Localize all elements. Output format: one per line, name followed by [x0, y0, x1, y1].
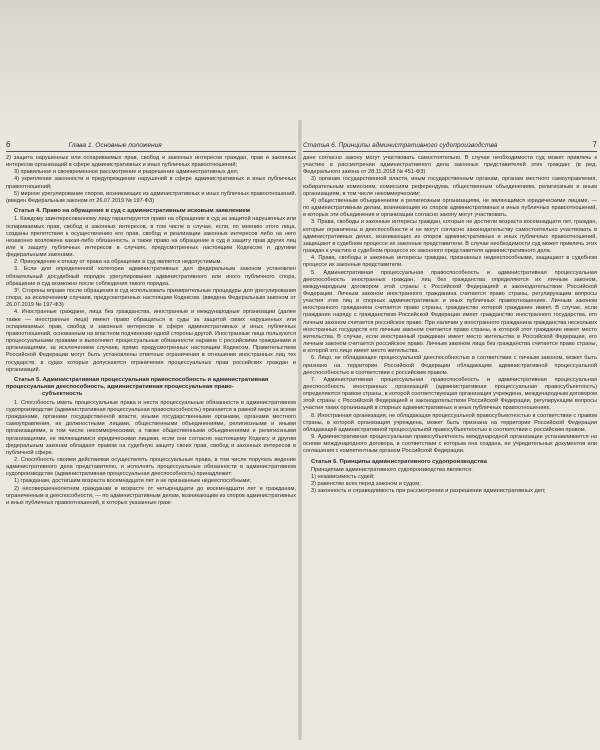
article-heading-text: Статья 5. Административная процессуальная правоспособность и административная процессуальная дееспособность, административная процессуальная право-: [6, 376, 269, 391]
article-heading: [6, 377, 296, 399]
paragraph: 2) равенство всех перед законом и судом;: [311, 481, 421, 488]
paragraph: 4) укрепление законности и предупреждение нарушений в сфере административных и иных публичных правоотношений;: [6, 176, 296, 190]
left-page: [6, 140, 296, 720]
right-page-body: [303, 155, 597, 495]
article-heading-text: Статья 6. Принципы административного судопроизводства: [311, 458, 487, 465]
paragraph: 3) органам государственной власти, иным государственным органам, органам местного самоуправления, избирательным комиссиям, комиссиям референдума, общественным объединениям, религиозным и иным организациям, в том числе некоммерческим;: [303, 176, 597, 197]
paragraph: 5) мирное урегулирование споров, возникающих из административных и иных публичных правоотношений. (введен Федеральным законом от 26.07.2019 № 197-ФЗ): [6, 190, 296, 204]
paragraph: 1) независимость судей;: [311, 474, 375, 481]
paragraph: 1) гражданам, достигшим возраста восемнадцати лет и не признанным недееспособными;: [14, 478, 252, 485]
paragraph: 9. Административная процессуальная правосубъектность международной организации устанавливается на основе международного договора, в соответствии с которым она создана, ее учредительных документов или соглашения с компетентным органом Российской Федерации.: [303, 434, 597, 455]
paragraph: 8. Иностранная организация, не обладающая процессуальной правосубъектностью в соответствии с правом страны, в которой организация учреждена, может быть признана на территории Российской Федерации обладающей административной процессуальной правосубъектностью в соответствии с российским правом.: [303, 412, 597, 433]
paragraph: 2. Способность своими действиями осуществлять процессуальные права, в том числе поручать ведение административного дела представителю, и исполнять процессуальные обязанности в административном судопроизводстве (административная процессуальная дееспособность) принадлежит:: [6, 456, 296, 478]
left-page-body: [6, 155, 296, 507]
paragraph: 2) несовершеннолетним гражданам в возрасте от четырнадцати до восемнадцати лет и гражданам, ограниченным в дееспособности, — по административным делам, возникающим из споров административных и иных публичных правоотношений, в которых указанные граж-: [6, 485, 296, 506]
paragraph: 3) законность и справедливость при рассмотрении и разрешении административных дел;: [311, 488, 546, 495]
right-running-head: [303, 140, 597, 152]
right-page: [303, 140, 597, 720]
paragraph: 6. Лицо, не обладающее процессуальной дееспособностью в соответствии с личным законом, может быть признано на территории Российской Федерации обладающим административной процессуальной дееспособностью в соответствии с российским правом.: [303, 355, 597, 376]
left-page-number: 6: [6, 140, 11, 149]
paragraph: 1. Способность иметь процессуальные права и нести процессуальные обязанности в административном судопроизводстве (административная процессуальная правоспособность) признается в равной мере за всеми гражданами, органами государственной власти, иными государственными органами, органами местного самоуправления, их должностными лицами, общественными объединениями, религиозными и иными организациями, в том числе некоммерческими, а также общественными объединениями и религиозными организациями, не являющимися юридическими лицами, если они согласно настоящему Кодексу и другим федеральным законам обладают правом на судебную защиту своих прав, свобод и законных интересов в публичной сфере.: [6, 399, 296, 456]
book-gutter: [298, 120, 302, 740]
paragraph: 3) правильное и своевременное рассмотрение и разрешение административных дел;: [14, 169, 239, 176]
page-shadow: [0, 0, 600, 140]
right-page-number: 7: [592, 140, 597, 149]
article-heading: [6, 208, 296, 215]
article-heading-text: Статья 4. Право на обращение в суд с административным исковым заявлением: [14, 208, 251, 215]
paragraph: 2) защита нарушенных или оспариваемых прав, свобод и законных интересов граждан, прав и законных интересов организаций в сфере административных и иных публичных правоотношений;: [6, 155, 296, 169]
paragraph: 7. Административная процессуальная правоспособность и административная процессуальная дееспособность иностранных организаций (административная процессуальная правосубъектность) определяются правом страны, в которой соответствующая организация учреждена, международным договором этой страны с Российской Федерацией и законодательством Российской Федерации, регулирующим вопросы участия таких организаций в спорных административных и иных публичных правоотношениях.: [303, 376, 597, 412]
left-chapter-title: Глава 1. Основные положения: [68, 142, 162, 149]
left-running-head: [6, 140, 296, 152]
article-heading: [303, 459, 597, 466]
paragraph: дане согласно закону могут участвовать самостоятельно. В случае необходимости суд может привлечь к участию в рассмотрении административного дела законных представителей этих граждан; (в ред. Федерального закона от 28.11.2018 № 451-ФЗ): [303, 155, 597, 176]
paragraph: Принципами административного судопроизводства являются:: [311, 466, 473, 473]
right-article-title: Статья 6. Принципы административного судопроизводства: [303, 142, 498, 149]
paragraph: 3. Права, свободы и законные интересы граждан, которые не достигли возраста восемнадцати лет, граждан, которые ограничены в дееспособности и не могут согласно законодательству самостоятельно участвовать в административных делах, возникающих из споров административных и иных публичных правоотношений, защищают в судебном процессе их законные представители. В случае необходимости суд может привлечь этих граждан к участию в судебном процессе их законного представителя административного дела.: [303, 219, 597, 255]
paragraph: 2. Принуждение к отказу от права на обращение в суд является недопустимым.: [14, 259, 222, 266]
paragraph: 3¹. Стороны вправе после обращения в суд использовать примирительные процедуры для урегулирования спора, за исключением случаев, предусмотренных настоящим Кодексом. (введена Федеральным законом от 26.07.2019 № 197-ФЗ): [6, 287, 296, 309]
paragraph: 4. Права, свободы и законные интересы граждан, признанных недееспособными, защищают в судебном процессе их законные представители.: [303, 255, 597, 269]
paragraph: 3. Если для определенной категории административных дел федеральным законом установлен обязательный досудебный порядок урегулирования административного или иного публичного спора, обращение в суд возможно после соблюдения такого порядка.: [6, 266, 296, 287]
paragraph: 4) общественным объединениям и религиозным организациям, не являющимся юридическими лицами, — по административным делам, возникающим из споров административных и иных публичных правоотношений, в которых эти объединения и организации согласно закону могут участвовать.: [303, 197, 597, 219]
paragraph: 4. Иностранные граждане, лица без гражданства, иностранные и международные организации (далее также — иностранные лица) имеют право обращаться в суды за защитой своих нарушенных или оспариваемых прав, свобод и законных интересов в сфере административных и иных публичных правоотношений, основанным на властном подчинении одной стороны другой. Иностранные лица пользуются процессуальными правами и выполняют процессуальные обязанности наравне с российскими гражданами и организациями, за исключением случаев, прямо предусмотренных настоящим Кодексом. Правительством Российской Федерации могут быть установлены ответные ограничения в отношении иностранных лиц тех государств, в судах которых допускаются ограничения процессуальных прав российских граждан и организаций.: [6, 309, 296, 373]
paragraph: 5. Административная процессуальная правоспособность и административная процессуальная дееспособность иностранных граждан, лиц без гражданства определяются их личным законом, международным договором этой страны с Российской Федерацией и законодательством Российской Федерации. Личным законом иностранного гражданина считается право страны, регулирующим вопросы участия этих лиц в спорных административных и иных публичных правоотношениях. Личным законом иностранного гражданина считается право страны, гражданство которой гражданин имеет. В случае, если гражданин наряду с гражданством Российской Федерации имеет гражданство иностранного государства, его личным законом считается российское право. При наличии у иностранного гражданина гражданства нескольких иностранных государств его личным законом считается право страны, в которой этот гражданин имеет место жительства. В случае, если иностранный гражданин имеет место жительства в Российской Федерации, его личным законом считается российское право. Личным законом лица без гражданства считается право страны, в которой это лицо имеет место жительства.: [303, 269, 597, 355]
article-heading-continuation: субъектность: [42, 391, 83, 398]
paragraph: 1. Каждому заинтересованному лицу гарантируется право на обращение в суд за защитой нарушенных или оспариваемых прав, свобод и законных интересов, в том числе в случае, если, по мнению этого лица, созданы препятствия к осуществлению его прав, свобод и реализации законных интересов либо на него незаконно возложена какая-либо обязанность, а также право на обращение в суд в защиту прав других лиц или в защиту публичных интересов в случаях, предусмотренных настоящим Кодексом и другими федеральными законами.: [6, 216, 296, 259]
